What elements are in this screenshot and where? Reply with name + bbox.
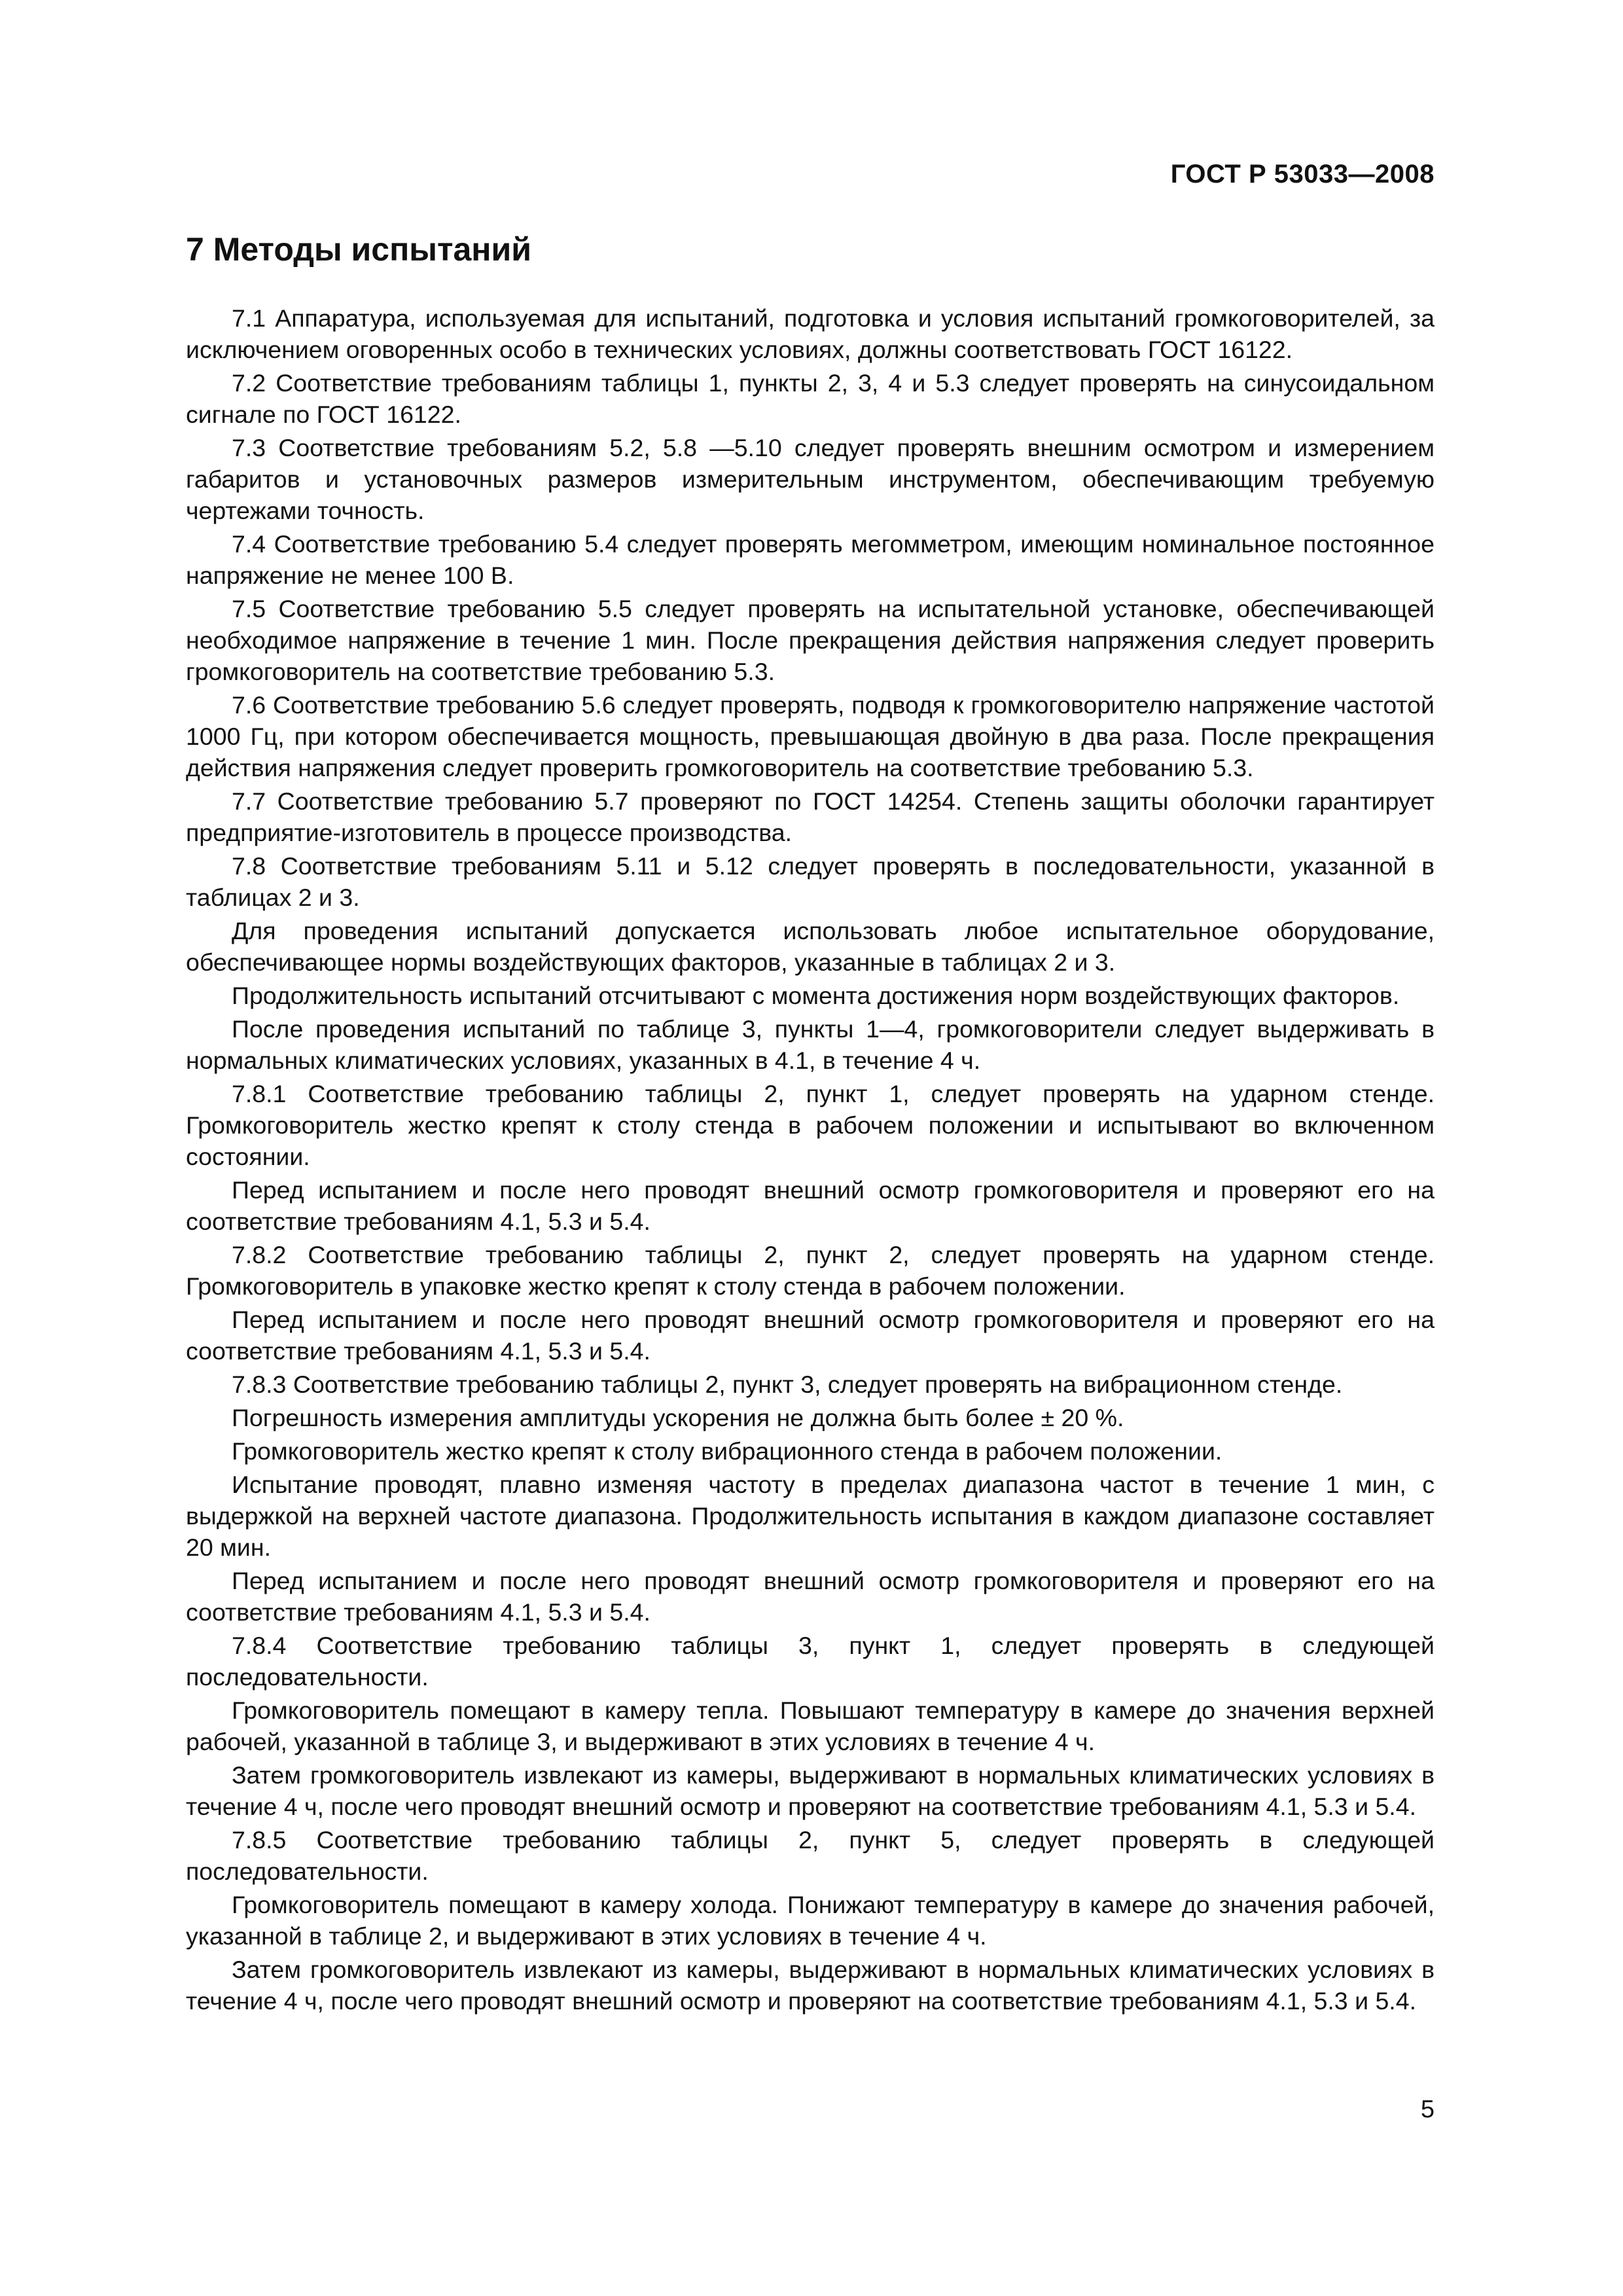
paragraph: Испытание проводят, плавно изменяя частоту в пределах диапазона частот в течение 1 мин, с выдержкой на верхней частоте диапазона. Продолжительность испытания в каждом диапазоне составляет 20 мин. <box>186 1471 1435 1561</box>
page-number: 5 <box>1420 2096 1435 2123</box>
paragraph: 7.8.2 Соответствие требованию таблицы 2, пункт 2, следует проверять на ударном стенде. Громкоговоритель в упаковке жестко крепят к столу стенда в рабочем положении. <box>186 1241 1435 1300</box>
paragraph: Перед испытанием и после него проводят внешний осмотр громкоговорителя и проверяют его на соответствие требованиям 4.1, 5.3 и 5.4. <box>186 1176 1435 1235</box>
paragraph: Затем громкоговоритель извлекают из камеры, выдерживают в нормальных климатических условиях в течение 4 ч, после чего проводят внешний осмотр и проверяют на соответствие требованиям 4.1, 5.3 и 5.4. <box>186 1761 1435 1820</box>
paragraph: После проведения испытаний по таблице 3, пункты 1—4, громкоговорители следует выдерживать в нормальных климатических условиях, указанных в 4.1, в течение 4 ч. <box>186 1015 1435 1074</box>
paragraph: 7.8.1 Соответствие требованию таблицы 2, пункт 1, следует проверять на ударном стенде. Громкоговоритель жестко крепят к столу стенда в рабочем положении и испытывают во включенном состоянии. <box>186 1080 1435 1170</box>
paragraph: Громкоговоритель жестко крепят к столу вибрационного стенда в рабочем положении. <box>232 1437 1222 1465</box>
paragraph: 7.8.5 Соответствие требованию таблицы 2, пункт 5, следует проверять в следующей последовательности. <box>186 1826 1435 1885</box>
paragraph: 7.8.3 Соответствие требованию таблицы 2, пункт 3, следует проверять на вибрационном стенде. <box>232 1371 1343 1398</box>
paragraph: Перед испытанием и после него проводят внешний осмотр громкоговорителя и проверяют его на соответствие требованиям 4.1, 5.3 и 5.4. <box>186 1567 1435 1626</box>
paragraph: 7.1 Аппаратура, используемая для испытаний, подготовка и условия испытаний громкоговорителей, за исключением оговоренных особо в технических условиях, должны соответствовать ГОСТ 16122. <box>186 304 1435 363</box>
document-code: ГОСТ Р 53033—2008 <box>1170 160 1435 188</box>
paragraph: Громкоговоритель помещают в камеру тепла. Повышают температуру в камере до значения верхней рабочей, указанной в таблице 3, и выдерживают в этих условиях в течение 4 ч. <box>186 1696 1435 1755</box>
paragraph: 7.5 Соответствие требованию 5.5 следует проверять на испытательной установке, обеспечивающей необходимое напряжение в течение 1 мин. После прекращения действия напряжения следует проверить громкоговоритель на соответствие требованию 5.3. <box>186 595 1435 685</box>
paragraph: 7.7 Соответствие требованию 5.7 проверяют по ГОСТ 14254. Степень защиты оболочки гарантирует предприятие-изготовитель в процессе производства. <box>186 787 1435 846</box>
paragraph: 7.8 Соответствие требованиям 5.11 и 5.12 следует проверять в последовательности, указанной в таблицах 2 и 3. <box>186 852 1435 911</box>
paragraph: Затем громкоговоритель извлекают из камеры, выдерживают в нормальных климатических условиях в течение 4 ч, после чего проводят внешний осмотр и проверяют на соответствие требованиям 4.1, 5.3 и 5.4. <box>186 1956 1435 2015</box>
paragraph: 7.3 Соответствие требованиям 5.2, 5.8 —5.10 следует проверять внешним осмотром и измерением габаритов и установочных размеров измерительным инструментом, обеспечивающим требуемую чертежами точность. <box>186 434 1435 524</box>
paragraph: Громкоговоритель помещают в камеру холода. Понижают температуру в камере до значения рабочей, указанной в таблице 2, и выдерживают в этих условиях в течение 4 ч. <box>186 1891 1435 1950</box>
paragraph: 7.8.4 Соответствие требованию таблицы 3, пункт 1, следует проверять в следующей последовательности. <box>186 1632 1435 1691</box>
section-title: 7 Методы испытаний <box>186 231 531 268</box>
paragraph: Погрешность измерения амплитуды ускорения не должна быть более ± 20 %. <box>232 1404 1124 1431</box>
paragraph: 7.2 Соответствие требованиям таблицы 1, пункты 2, 3, 4 и 5.3 следует проверять на синусоидальном сигнале по ГОСТ 16122. <box>186 369 1435 428</box>
paragraph: Перед испытанием и после него проводят внешний осмотр громкоговорителя и проверяют его на соответствие требованиям 4.1, 5.3 и 5.4. <box>186 1306 1435 1365</box>
body-text <box>186 302 1435 2018</box>
paragraph: Продолжительность испытаний отсчитывают с момента достижения норм воздействующих факторов. <box>232 982 1400 1009</box>
paragraph: 7.6 Соответствие требованию 5.6 следует проверять, подводя к громкоговорителю напряжение частотой 1000 Гц, при котором обеспечивается мощность, превышающая двойную в два раза. После прекращения действия напряжения следует проверить громкоговоритель на соответствие требованию 5.3. <box>186 691 1435 781</box>
paragraph: 7.4 Соответствие требованию 5.4 следует проверять мегомметром, имеющим номинальное постоянное напряжение не менее 100 В. <box>186 530 1435 589</box>
paragraph: Для проведения испытаний допускается использовать любое испытательное оборудование, обеспечивающее нормы воздействующих факторов, указанные в таблицах 2 и 3. <box>186 917 1435 976</box>
